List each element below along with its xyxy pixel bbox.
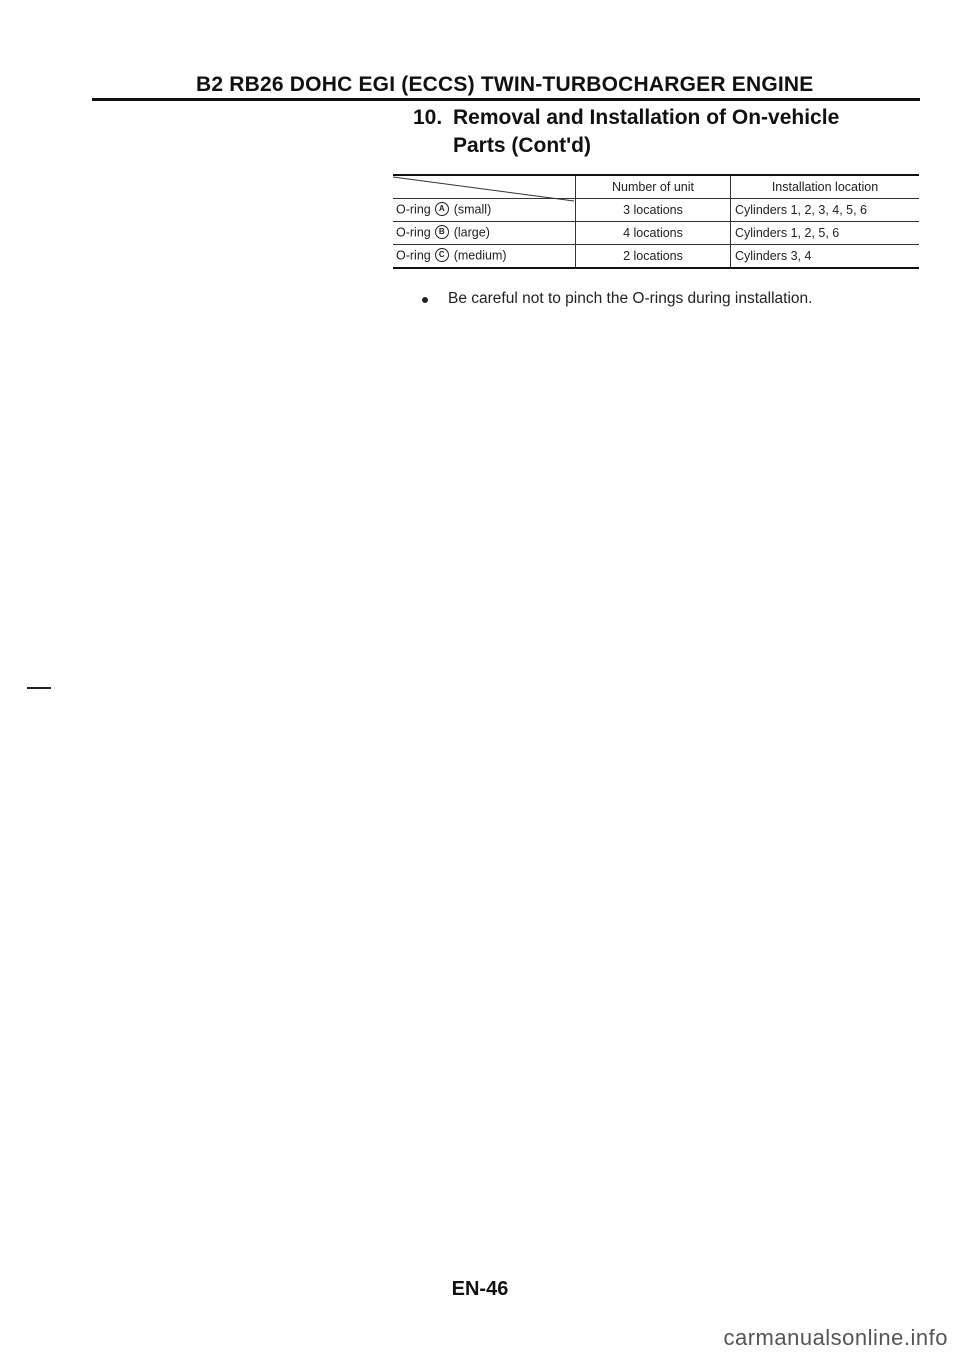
header-rule — [92, 98, 920, 101]
header-installation-location: Installation location — [731, 175, 920, 199]
location-cell: Cylinders 3, 4 — [731, 245, 920, 269]
watermark: carmanualsonline.info — [723, 1325, 948, 1350]
location-cell: Cylinders 1, 2, 3, 4, 5, 6 — [731, 199, 920, 222]
section-number: 10. — [413, 106, 443, 129]
part-cell — [393, 222, 576, 245]
margin-mark — [27, 687, 51, 689]
circled-c-mark: C — [435, 248, 449, 262]
part-size: (medium) — [453, 248, 507, 263]
table-row — [393, 222, 919, 245]
page-number: EN-46 — [451, 1278, 509, 1300]
bullet-icon — [422, 297, 428, 303]
table-corner-cell — [393, 175, 576, 199]
location-cell: Cylinders 1, 2, 5, 6 — [731, 222, 920, 245]
part-label: O-ring — [396, 225, 431, 240]
circled-b-mark: B — [435, 225, 449, 239]
part-cell — [393, 245, 576, 269]
part-label: O-ring — [396, 202, 431, 217]
units-cell: 4 locations — [576, 222, 731, 245]
section-title-line2: Parts (Cont'd) — [453, 134, 591, 157]
part-size: (small) — [453, 202, 492, 217]
circled-a-mark: A — [435, 202, 449, 216]
part-label: O-ring — [396, 248, 431, 263]
page-header: B2 RB26 DOHC EGI (ECCS) TWIN-TURBOCHARGER ENGINE — [196, 73, 814, 96]
diagonal-divider — [393, 176, 576, 202]
o-ring-table — [393, 174, 919, 269]
units-cell: 2 locations — [576, 245, 731, 269]
header-number-of-unit: Number of unit — [576, 175, 731, 199]
table-row — [393, 245, 919, 269]
section-title — [413, 104, 839, 160]
section-title-line1: Removal and Installation of On-vehicle — [453, 106, 840, 129]
part-size: (large) — [453, 225, 490, 240]
installation-note — [422, 290, 812, 308]
units-cell: 3 locations — [576, 199, 731, 222]
note-text: Be careful not to pinch the O-rings during installation. — [448, 290, 813, 307]
table-header-row — [393, 175, 919, 199]
